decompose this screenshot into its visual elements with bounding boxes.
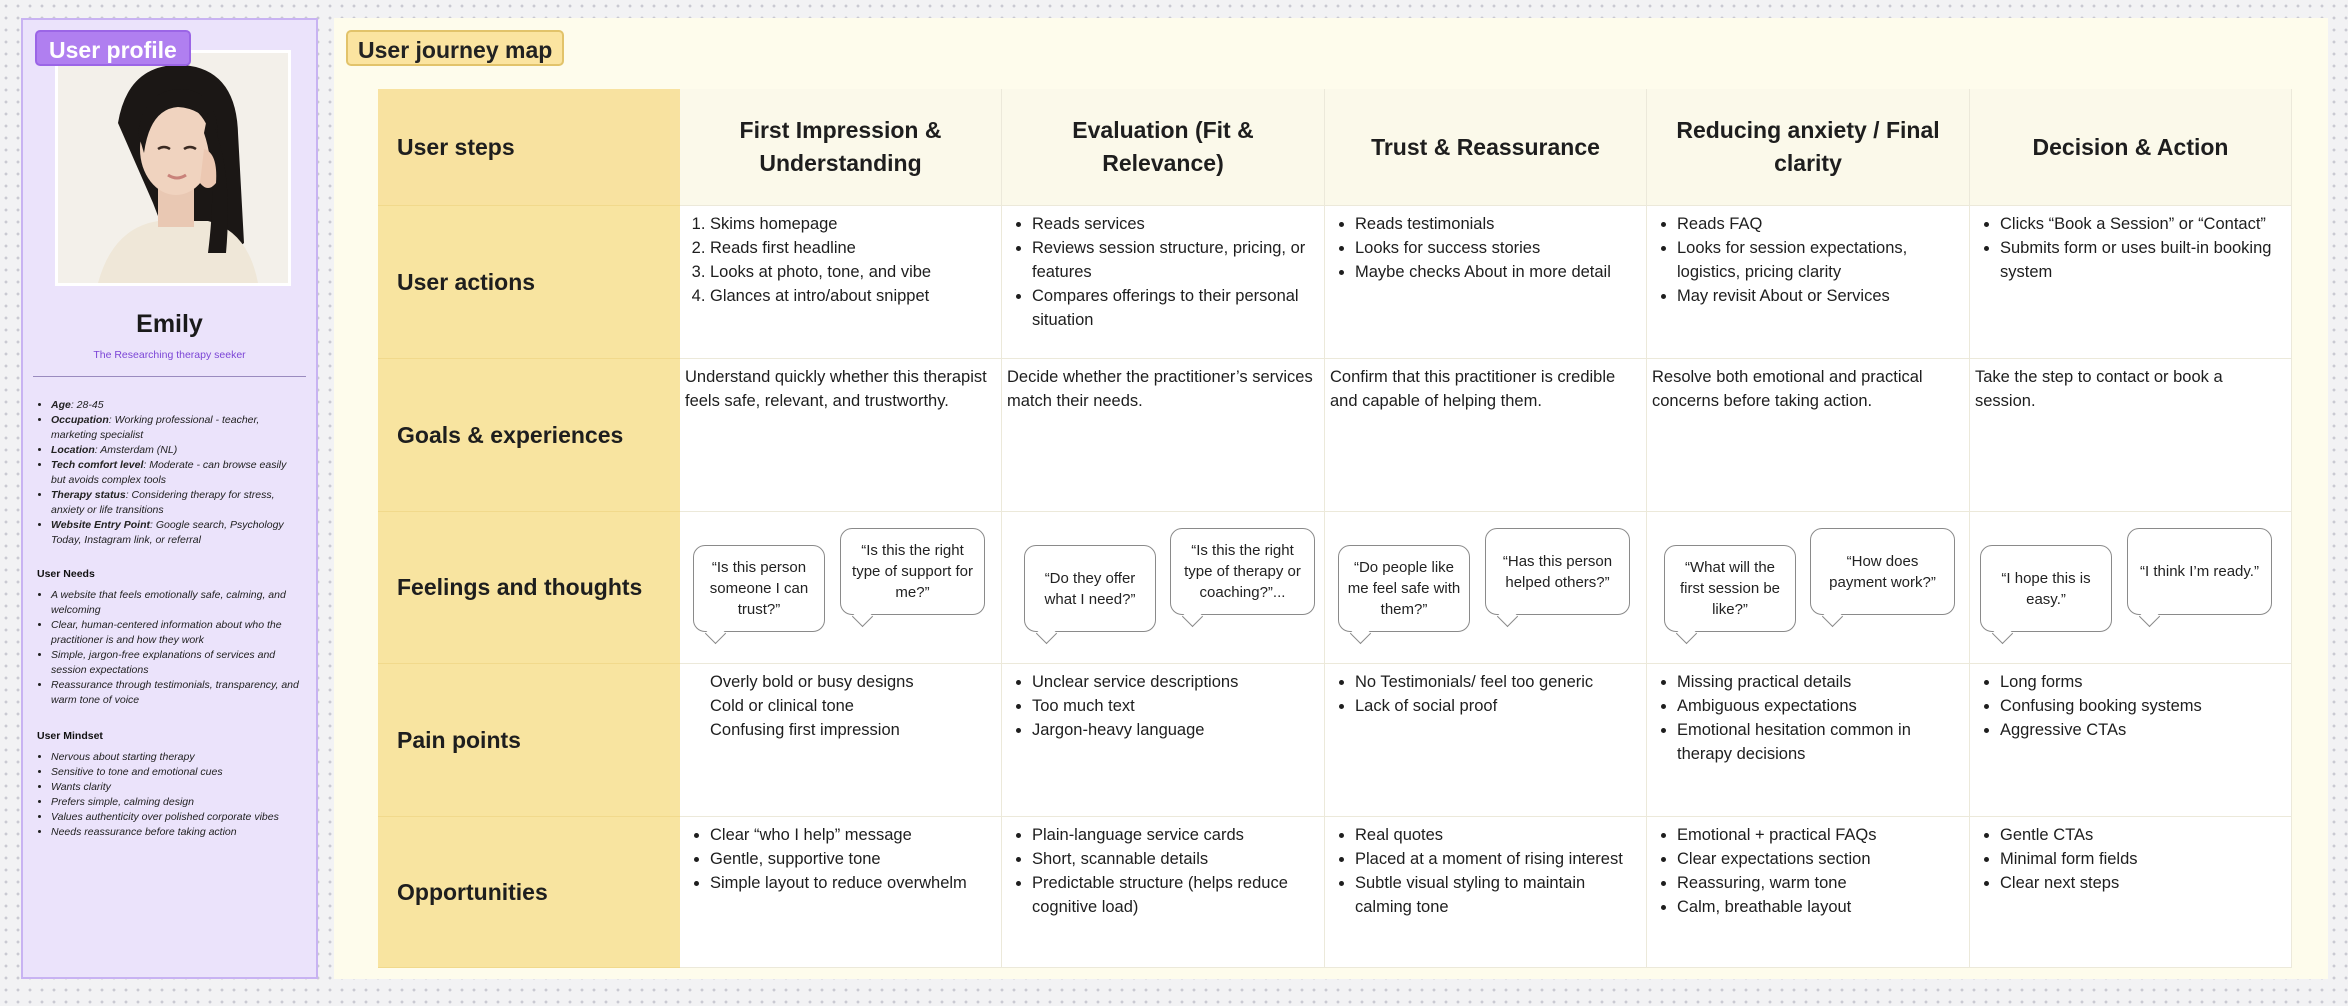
need-item: • Simple, jargon-free explanations of services and session expectations xyxy=(51,648,302,678)
pain-item: • Aggressive CTAs xyxy=(2000,718,2283,742)
pain-item: Cold or clinical tone xyxy=(710,697,854,715)
action-item: • Looks for session expectations, logistics, pricing clarity xyxy=(1677,236,1961,284)
opportunities-cell xyxy=(1970,817,2292,968)
need-item: • Clear, human-centered information about who the practitioner is and how they work xyxy=(51,618,302,648)
opportunity-item: • Subtle visual styling to maintain calming tone xyxy=(1355,871,1638,919)
row-label-pain-points: Pain points xyxy=(378,664,680,817)
goals-cell xyxy=(680,359,1002,512)
step-header: Trust & Reassurance xyxy=(1325,89,1647,206)
user-profile-tag: User profile xyxy=(35,30,191,66)
mindset-item: • Prefers simple, calming design xyxy=(51,795,302,810)
pain-item: • Lack of social proof xyxy=(1355,694,1638,718)
row-label-user-steps: User steps xyxy=(378,89,680,206)
pain-item: Overly bold or busy designs xyxy=(710,673,914,691)
detail-value: : Google search, Psychology Today, Instagram link, or referral xyxy=(51,519,284,546)
row-label-goals: Goals & experiences xyxy=(378,359,680,512)
pains-cell xyxy=(1325,664,1647,817)
thought-bubble: “Do people like me feel safe with them?” xyxy=(1338,545,1470,632)
actions-cell xyxy=(1647,206,1970,359)
opportunity-item: • Emotional + practical FAQs xyxy=(1677,823,1961,847)
feelings-cell xyxy=(1002,512,1325,664)
opportunity-item: • Short, scannable details xyxy=(1032,847,1316,871)
actions-cell xyxy=(680,206,1002,359)
action-item: 3. Looks at photo, tone, and vibe xyxy=(710,260,993,284)
detail-location xyxy=(51,443,302,458)
goal-text: Confirm that this practitioner is credible and capable of helping them. xyxy=(1330,368,1616,410)
thought-bubble: “Is this the right type of support for me?” xyxy=(840,528,985,615)
detail-value: : Moderate - can browse easily but avoids complex tools xyxy=(51,459,287,486)
pain-item: • Ambiguous expectations xyxy=(1677,694,1961,718)
user-needs-heading: User Needs xyxy=(37,568,95,580)
thought-bubble: “Has this person helped others?” xyxy=(1485,528,1630,615)
action-item: • Reviews session structure, pricing, or features xyxy=(1032,236,1316,284)
row-label-opportunities: Opportunities xyxy=(378,817,680,968)
feelings-cell xyxy=(1325,512,1647,664)
thought-bubble: “I think I’m ready.” xyxy=(2127,528,2272,615)
thought-bubble: “Is this the right type of therapy or coaching?”... xyxy=(1170,528,1315,615)
pain-item: • Jargon-heavy language xyxy=(1032,718,1316,742)
thought-bubble: “I hope this is easy.” xyxy=(1980,545,2112,632)
step-header: Evaluation (Fit & Relevance) xyxy=(1002,89,1325,206)
mindset-item: • Values authenticity over polished corporate vibes xyxy=(51,810,302,825)
detail-occupation xyxy=(51,413,302,443)
detail-label: Age xyxy=(51,399,71,411)
user-mindset-list xyxy=(33,750,302,840)
feelings-cell xyxy=(1970,512,2292,664)
goals-cell xyxy=(1970,359,2292,512)
goal-text: Decide whether the practitioner’s services match their needs. xyxy=(1007,368,1313,410)
detail-tech-comfort xyxy=(51,458,302,488)
opportunities-cell xyxy=(680,817,1002,968)
opportunity-item: • Real quotes xyxy=(1355,823,1638,847)
goals-cell xyxy=(1325,359,1647,512)
opportunity-item: • Clear next steps xyxy=(2000,871,2283,895)
detail-value: : Working professional - teacher, marketing specialist xyxy=(51,414,260,441)
profile-divider xyxy=(33,376,306,377)
action-item: • Reads testimonials xyxy=(1355,212,1638,236)
pain-item: • Emotional hesitation common in therapy decisions xyxy=(1677,718,1961,766)
step-header: Reducing anxiety / Final clarity xyxy=(1647,89,1970,206)
pain-item: Confusing first impression xyxy=(710,721,900,739)
actions-list xyxy=(1970,212,2291,284)
actions-list xyxy=(1002,212,1324,332)
row-label-user-actions: User actions xyxy=(378,206,680,359)
mindset-item: • Sensitive to tone and emotional cues xyxy=(51,765,302,780)
pains-cell xyxy=(1647,664,1970,817)
action-item: • Maybe checks About in more detail xyxy=(1355,260,1638,284)
thought-bubble: “What will the first session be like?” xyxy=(1664,545,1796,632)
actions-list xyxy=(1647,212,1969,308)
step-header: First Impression & Understanding xyxy=(680,89,1002,206)
opportunity-item: • Clear expectations section xyxy=(1677,847,1961,871)
feelings-cell xyxy=(1647,512,1970,664)
pains-list xyxy=(1002,670,1324,742)
pains-cell xyxy=(1970,664,2292,817)
action-item: 2. Reads first headline xyxy=(710,236,993,260)
profile-photo xyxy=(55,50,291,286)
row-label-feelings: Feelings and thoughts xyxy=(378,512,680,664)
user-journey-board xyxy=(334,18,2328,979)
journey-grid xyxy=(378,89,2290,968)
need-item: • A website that feels emotionally safe, calming, and welcoming xyxy=(51,588,302,618)
pains-list xyxy=(1970,670,2291,742)
persona-details-list xyxy=(33,398,302,548)
action-item: 4. Glances at intro/about snippet xyxy=(710,284,993,308)
opportunity-item: • Calm, breathable layout xyxy=(1677,895,1961,919)
opportunity-item: • Gentle CTAs xyxy=(2000,823,2283,847)
pain-item: • Long forms xyxy=(2000,670,2283,694)
thought-bubble: “Is this person someone I can trust?” xyxy=(693,545,825,632)
detail-entry-point xyxy=(51,518,302,548)
detail-label: Website Entry Point xyxy=(51,519,150,531)
goals-cell xyxy=(1002,359,1325,512)
need-item: • Reassurance through testimonials, transparency, and warm tone of voice xyxy=(51,678,302,708)
user-journey-tag: User journey map xyxy=(346,30,564,66)
opportunities-cell xyxy=(1325,817,1647,968)
detail-value: : Considering therapy for stress, anxiety or life transitions xyxy=(51,489,275,516)
mindset-item: • Wants clarity xyxy=(51,780,302,795)
action-item: • Submits form or uses built-in booking system xyxy=(2000,236,2283,284)
opportunity-item: • Placed at a moment of rising interest xyxy=(1355,847,1638,871)
goal-text: Resolve both emotional and practical concerns before taking action. xyxy=(1652,368,1923,410)
user-profile-panel xyxy=(21,18,318,979)
action-item: 1. Skims homepage xyxy=(710,212,993,236)
opportunity-item: • Clear “who I help” message xyxy=(710,823,993,847)
opportunities-list xyxy=(1002,823,1324,919)
portrait-illustration xyxy=(58,53,288,283)
detail-age xyxy=(51,398,302,413)
opportunities-list xyxy=(1325,823,1646,919)
persona-subtitle: The Researching therapy seeker xyxy=(93,349,246,361)
opportunities-cell xyxy=(1647,817,1970,968)
actions-cell xyxy=(1002,206,1325,359)
actions-list xyxy=(1325,212,1646,284)
detail-label: Location xyxy=(51,444,95,456)
feelings-cell xyxy=(680,512,1002,664)
actions-cell xyxy=(1970,206,2292,359)
action-item: • Compares offerings to their personal situation xyxy=(1032,284,1316,332)
detail-therapy-status xyxy=(51,488,302,518)
pains-cell xyxy=(1002,664,1325,817)
opportunities-cell xyxy=(1002,817,1325,968)
mindset-item: • Needs reassurance before taking action xyxy=(51,825,302,840)
action-item: • Clicks “Book a Session” or “Contact” xyxy=(2000,212,2283,236)
pains-list xyxy=(1647,670,1969,766)
pain-item: • Missing practical details xyxy=(1677,670,1961,694)
pains-cell xyxy=(680,664,1002,817)
thought-bubble: “How does payment work?” xyxy=(1810,528,1955,615)
pain-item: • Too much text xyxy=(1032,694,1316,718)
pain-item: • No Testimonials/ feel too generic xyxy=(1355,670,1638,694)
opportunity-item: • Predictable structure (helps reduce cognitive load) xyxy=(1032,871,1316,919)
detail-value: : 28-45 xyxy=(70,399,104,411)
pain-item: • Unclear service descriptions xyxy=(1032,670,1316,694)
pain-item: • Confusing booking systems xyxy=(2000,694,2283,718)
user-needs-list xyxy=(33,588,302,708)
opportunity-item: • Plain-language service cards xyxy=(1032,823,1316,847)
detail-value: : Amsterdam (NL) xyxy=(94,444,178,456)
actions-list xyxy=(680,212,1001,308)
action-item: • Reads services xyxy=(1032,212,1316,236)
persona-name: Emily xyxy=(136,310,203,338)
opportunities-list xyxy=(680,823,1001,895)
detail-label: Therapy status xyxy=(51,489,126,501)
detail-label: Occupation xyxy=(51,414,109,426)
opportunity-item: • Simple layout to reduce overwhelm xyxy=(710,871,993,895)
opportunity-item: • Reassuring, warm tone xyxy=(1677,871,1961,895)
detail-label: Tech comfort level xyxy=(51,459,144,471)
action-item: • Looks for success stories xyxy=(1355,236,1638,260)
opportunities-list xyxy=(1647,823,1969,919)
pains-list xyxy=(680,670,1001,742)
opportunity-item: • Minimal form fields xyxy=(2000,847,2283,871)
mindset-item: • Nervous about starting therapy xyxy=(51,750,302,765)
actions-cell xyxy=(1325,206,1647,359)
opportunities-list xyxy=(1970,823,2291,895)
thought-bubble: “Do they offer what I need?” xyxy=(1024,545,1156,632)
step-header: Decision & Action xyxy=(1970,89,2292,206)
action-item: • May revisit About or Services xyxy=(1677,284,1961,308)
opportunity-item: • Gentle, supportive tone xyxy=(710,847,993,871)
goals-cell xyxy=(1647,359,1970,512)
pains-list xyxy=(1325,670,1646,718)
goal-text: Understand quickly whether this therapist feels safe, relevant, and trustworthy. xyxy=(685,368,987,410)
goal-text: Take the step to contact or book a session. xyxy=(1975,368,2223,410)
action-item: • Reads FAQ xyxy=(1677,212,1961,236)
user-mindset-heading: User Mindset xyxy=(37,730,103,742)
